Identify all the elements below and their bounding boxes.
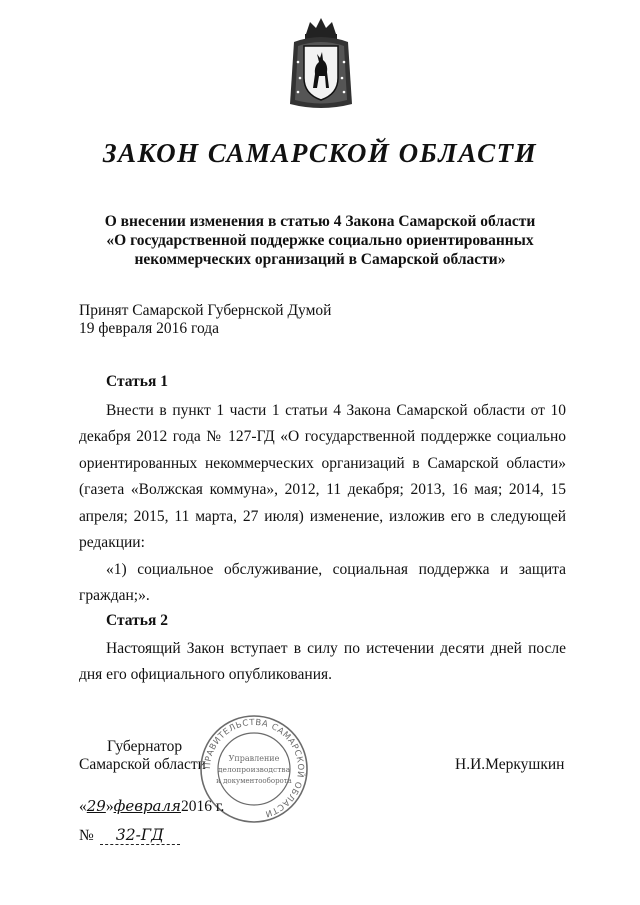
date-day: 29	[86, 797, 106, 815]
law-title: ЗАКОН САМАРСКОЙ ОБЛАСТИ	[102, 138, 538, 168]
subject-line: «О государственной поддержке социально ориентированных	[106, 232, 534, 249]
quote-close: »	[105, 798, 114, 815]
date-year: 2016 г.	[180, 798, 225, 815]
number-prefix: №	[79, 827, 94, 844]
samara-coat-of-arms-icon	[286, 12, 356, 112]
subject-line: О внесении изменения в статью 4 Закона Самарской области	[104, 213, 536, 230]
adoption-info	[79, 302, 331, 338]
article-1-amendment-text: «1) социальное обслуживание, социальная поддержка и защита граждан;».	[79, 561, 566, 605]
seal-center-line: Управление	[228, 754, 280, 763]
law-subject	[60, 212, 580, 269]
adoption-body: Принят Самарской Губернской Думой	[79, 302, 332, 319]
seal-center-line: и документооборота	[216, 777, 292, 785]
signatory-name: Н.И.Меркушкин	[455, 756, 565, 773]
signatory-position	[79, 738, 206, 774]
adoption-date: 19 февраля 2016 года	[79, 320, 220, 337]
article-1-heading: Статья 1	[106, 373, 168, 390]
signing-date	[79, 797, 224, 816]
article-1-paragraph: Внести в пункт 1 части 1 статьи 4 Закона Самарской области от 10 декабря 2012 года № 127-ГД «О государственной поддержке социально ориентированных некоммерческих организаций в Самарской области» (газета «Волжская коммуна», 2012, 11 декабря; 2013, 16 мая; 2014, 15 апреля; 2015, 11 марта, 27 июля) изменение, изложив его в следующей редакции:	[79, 402, 566, 552]
number-value: 32-ГД	[100, 826, 180, 845]
position-line: Самарской области	[79, 756, 206, 773]
seal-ring-text: ПРАВИТЕЛЬСТВА САМАРСКОЙ ОБЛАСТИ	[202, 717, 306, 819]
position-line: Губернатор	[107, 738, 183, 755]
article-2-heading: Статья 2	[106, 612, 168, 629]
seal-center-line: делопроизводства	[217, 765, 291, 774]
subject-line: некоммерческих организаций в Самарской области»	[134, 251, 506, 268]
article-2-paragraph: Настоящий Закон вступает в силу по истечении десяти дней после дня его официального опубликования.	[79, 640, 566, 684]
quote-open: «	[79, 798, 87, 815]
date-month: февраля	[113, 797, 181, 815]
law-number	[79, 826, 180, 845]
